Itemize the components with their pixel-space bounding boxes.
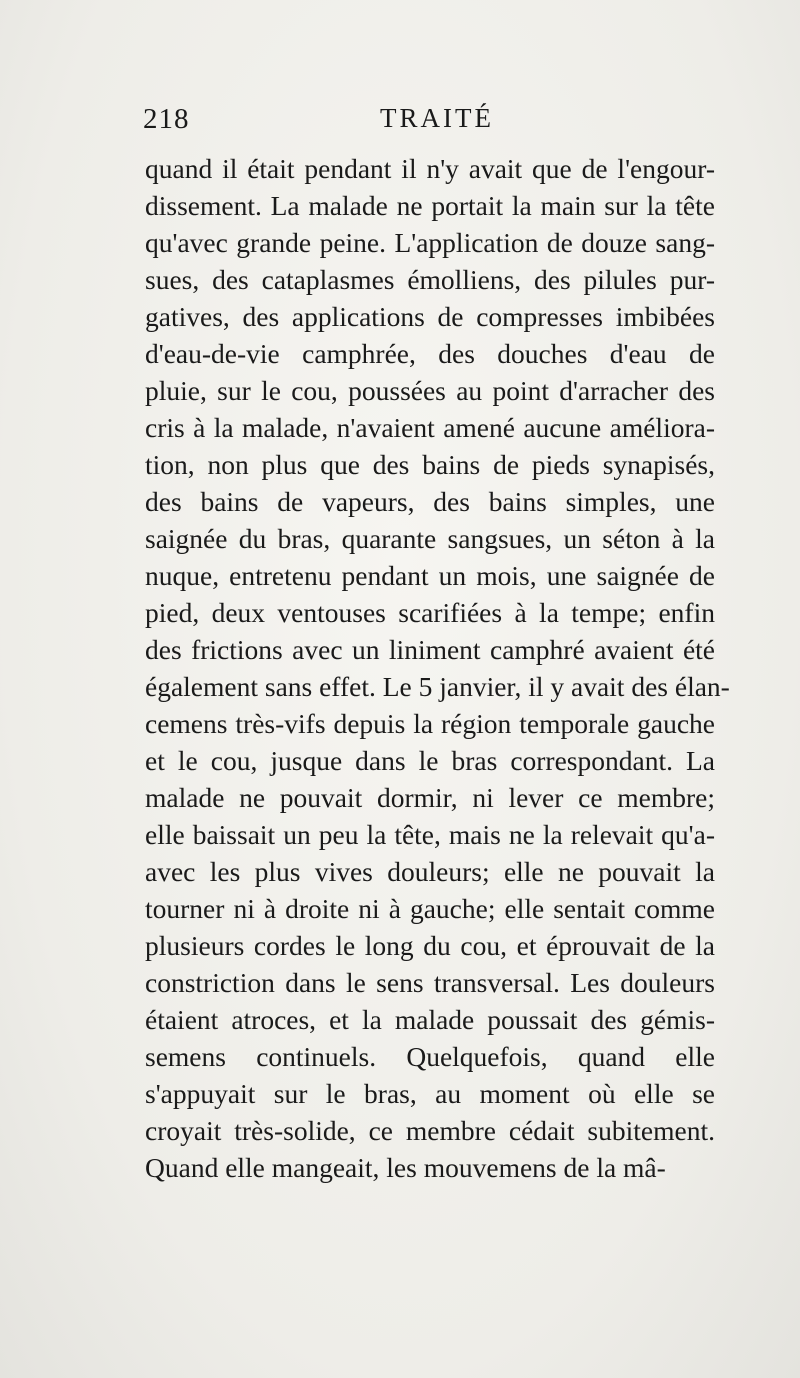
text-line: sues, des cataplasmes émolliens, des pilules pur- bbox=[145, 264, 715, 295]
text-line: d'eau-de-vie camphrée, des douches d'eau de bbox=[145, 338, 715, 369]
text-line: dissement. La malade ne portait la main sur la tête bbox=[145, 190, 715, 221]
page-header bbox=[143, 103, 713, 143]
text-line: semens continuels. Quelquefois, quand elle bbox=[145, 1041, 715, 1072]
text-line: tion, non plus que des bains de pieds synapisés, bbox=[145, 449, 715, 480]
text-line: des bains de vapeurs, des bains simples, une bbox=[145, 486, 715, 517]
text-line: plusieurs cordes le long du cou, et éprouvait de la bbox=[145, 930, 715, 961]
text-line: saignée du bras, quarante sangsues, un séton à la bbox=[145, 523, 715, 554]
text-line: elle baissait un peu la tête, mais ne la relevait qu'a- bbox=[145, 819, 715, 850]
text-line: Quand elle mangeait, les mouvemens de la mâ- bbox=[145, 1152, 666, 1183]
text-line: et le cou, jusque dans le bras correspondant. La bbox=[145, 745, 715, 776]
body-text bbox=[145, 150, 730, 1186]
text-line: pluie, sur le cou, poussées au point d'arracher des bbox=[145, 375, 715, 406]
text-line: nuque, entretenu pendant un mois, une saignée de bbox=[145, 560, 715, 591]
text-line: croyait très-solide, ce membre cédait subitement. bbox=[145, 1115, 715, 1146]
text-line: pied, deux ventouses scarifiées à la tempe; enfin bbox=[145, 597, 715, 628]
text-line: malade ne pouvait dormir, ni lever ce membre; bbox=[145, 782, 715, 813]
text-line: qu'avec grande peine. L'application de douze sang- bbox=[145, 227, 715, 258]
text-line: avec les plus vives douleurs; elle ne pouvait la bbox=[145, 856, 715, 887]
text-line: cemens très-vifs depuis la région temporale gauche bbox=[145, 708, 715, 739]
text-line: cris à la malade, n'avaient amené aucune améliora- bbox=[145, 412, 715, 443]
text-line: tourner ni à droite ni à gauche; elle sentait comme bbox=[145, 893, 715, 924]
text-line: s'appuyait sur le bras, au moment où elle se bbox=[145, 1078, 715, 1109]
text-line: quand il était pendant il n'y avait que de l'engour- bbox=[145, 153, 715, 184]
text-line: gatives, des applications de compresses imbibées bbox=[145, 301, 715, 332]
running-head: TRAITÉ bbox=[380, 103, 494, 133]
page-number: 218 bbox=[143, 103, 190, 135]
text-line: des frictions avec un liniment camphré avaient été bbox=[145, 634, 715, 665]
text-line: constriction dans le sens transversal. Les douleurs bbox=[145, 967, 715, 998]
text-line: étaient atroces, et la malade poussait des gémis- bbox=[145, 1004, 715, 1035]
text-line: également sans effet. Le 5 janvier, il y avait des élan- bbox=[145, 671, 730, 702]
